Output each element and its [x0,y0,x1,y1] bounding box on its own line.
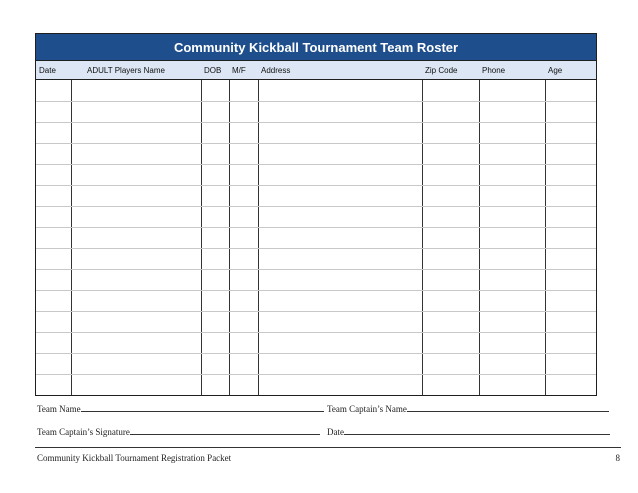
roster-cell[interactable] [479,206,545,227]
roster-cell[interactable] [36,185,71,206]
roster-cell[interactable] [201,227,229,248]
roster-cell[interactable] [201,269,229,290]
roster-cell[interactable] [422,353,479,374]
roster-cell[interactable] [479,122,545,143]
roster-cell[interactable] [201,332,229,353]
roster-cell[interactable] [36,290,71,311]
roster-cell[interactable] [36,248,71,269]
roster-cell[interactable] [36,353,71,374]
roster-cell[interactable] [229,374,258,395]
roster-cell[interactable] [545,248,596,269]
roster-cell[interactable] [479,143,545,164]
captain-name-label: Team Captain’s Name [327,404,407,414]
roster-cell[interactable] [229,164,258,185]
roster-cell[interactable] [422,311,479,332]
roster-cell[interactable] [229,353,258,374]
roster-cell[interactable] [479,290,545,311]
table-row [36,227,596,248]
table-row [36,206,596,227]
roster-cell[interactable] [422,206,479,227]
column-header-date: Date [39,65,56,75]
table-row [36,290,596,311]
roster-cell[interactable] [229,101,258,122]
roster-cell[interactable] [479,332,545,353]
roster-title: Community Kickball Tournament Team Roster [36,34,596,61]
roster-cell[interactable] [545,80,596,101]
roster-cell[interactable] [422,101,479,122]
roster-cell[interactable] [258,290,422,311]
roster-cell[interactable] [545,143,596,164]
roster-cell[interactable] [36,80,71,101]
roster-cell[interactable] [422,332,479,353]
roster-cell[interactable] [36,101,71,122]
roster-cell[interactable] [229,80,258,101]
roster-cell[interactable] [545,332,596,353]
roster-cell[interactable] [479,311,545,332]
roster-cell[interactable] [71,227,201,248]
roster-cell[interactable] [479,185,545,206]
roster-cell[interactable] [201,353,229,374]
roster-cell[interactable] [545,185,596,206]
table-row [36,80,596,101]
roster-cell[interactable] [545,290,596,311]
roster-cell[interactable] [71,374,201,395]
roster-cell[interactable] [36,332,71,353]
roster-cell[interactable] [201,143,229,164]
roster-cell[interactable] [229,122,258,143]
captain-signature-label: Team Captain’s Signature [37,427,130,437]
roster-cell[interactable] [201,311,229,332]
roster-cell[interactable] [36,122,71,143]
table-row [36,332,596,353]
roster-cell[interactable] [36,269,71,290]
roster-cell[interactable] [258,143,422,164]
table-row [36,374,596,395]
team-name-label: Team Name [37,404,81,414]
roster-cell[interactable] [36,164,71,185]
date-line[interactable] [344,426,610,435]
date-label: Date [327,427,344,437]
roster-cell[interactable] [36,374,71,395]
roster-cell[interactable] [201,206,229,227]
roster-header-row [36,61,596,80]
roster-cell[interactable] [479,227,545,248]
roster-cell[interactable] [479,353,545,374]
roster-cell[interactable] [545,164,596,185]
roster-cell[interactable] [71,122,201,143]
roster-cell[interactable] [479,80,545,101]
roster-cell[interactable] [258,332,422,353]
roster-cell[interactable] [71,206,201,227]
roster-cell[interactable] [258,101,422,122]
roster-cell[interactable] [479,248,545,269]
column-header-address: Address [261,65,291,75]
roster-cell[interactable] [422,269,479,290]
roster-cell[interactable] [258,206,422,227]
footer-divider [35,447,621,448]
roster-cell[interactable] [229,332,258,353]
roster-cell[interactable] [422,143,479,164]
roster-cell[interactable] [545,374,596,395]
captain-signature-field[interactable] [37,426,320,437]
captain-name-field[interactable] [327,403,609,414]
team-roster-table [35,33,597,396]
roster-cell[interactable] [71,185,201,206]
roster-cell[interactable] [71,248,201,269]
column-header-zip-code: Zip Code [425,65,458,75]
roster-cell[interactable] [201,290,229,311]
roster-cell[interactable] [258,353,422,374]
column-header-age: Age [548,65,563,75]
roster-cell[interactable] [422,290,479,311]
roster-cell[interactable] [201,101,229,122]
roster-cell[interactable] [229,227,258,248]
roster-cell[interactable] [479,164,545,185]
roster-cell[interactable] [201,185,229,206]
roster-cell[interactable] [258,164,422,185]
roster-cell[interactable] [201,80,229,101]
roster-cell[interactable] [479,101,545,122]
roster-cell[interactable] [71,332,201,353]
roster-cell[interactable] [545,353,596,374]
roster-cell[interactable] [479,269,545,290]
team-name-field[interactable] [37,403,324,414]
roster-cell[interactable] [71,143,201,164]
roster-cell[interactable] [71,101,201,122]
table-row [36,164,596,185]
table-row [36,248,596,269]
column-header-phone: Phone [482,65,506,75]
date-field[interactable] [327,426,610,437]
roster-cell[interactable] [422,122,479,143]
roster-cell[interactable] [258,185,422,206]
roster-cell[interactable] [36,311,71,332]
roster-cell[interactable] [71,164,201,185]
roster-grid [36,80,596,395]
roster-cell[interactable] [71,311,201,332]
roster-cell[interactable] [201,248,229,269]
roster-cell[interactable] [422,227,479,248]
roster-cell[interactable] [229,311,258,332]
table-row [36,311,596,332]
roster-cell[interactable] [71,80,201,101]
column-header-dob: DOB [204,65,222,75]
roster-cell[interactable] [545,122,596,143]
roster-cell[interactable] [71,290,201,311]
roster-cell[interactable] [229,206,258,227]
roster-cell[interactable] [229,290,258,311]
roster-cell[interactable] [422,80,479,101]
roster-cell[interactable] [545,311,596,332]
table-row [36,353,596,374]
roster-cell[interactable] [545,269,596,290]
roster-cell[interactable] [229,185,258,206]
roster-cell[interactable] [545,227,596,248]
roster-cell[interactable] [422,374,479,395]
packet-title: Community Kickball Tournament Registration Packet [37,453,232,463]
roster-cell[interactable] [479,374,545,395]
captain-name-line[interactable] [407,403,609,412]
roster-cell[interactable] [258,80,422,101]
roster-cell[interactable] [258,311,422,332]
roster-cell[interactable] [545,101,596,122]
roster-cell[interactable] [422,164,479,185]
roster-cell[interactable] [201,122,229,143]
roster-cell[interactable] [36,227,71,248]
roster-cell[interactable] [201,374,229,395]
table-row [36,101,596,122]
roster-cell[interactable] [71,353,201,374]
team-name-line[interactable] [81,403,324,412]
table-row [36,269,596,290]
table-row [36,122,596,143]
roster-cell[interactable] [229,143,258,164]
column-header-gender: M/F [232,65,246,75]
roster-cell[interactable] [229,269,258,290]
roster-cell[interactable] [258,227,422,248]
roster-cell[interactable] [422,185,479,206]
roster-cell[interactable] [258,248,422,269]
captain-signature-line[interactable] [130,426,320,435]
roster-cell[interactable] [201,164,229,185]
roster-cell[interactable] [229,248,258,269]
table-row [36,143,596,164]
table-row [36,185,596,206]
roster-cell[interactable] [36,206,71,227]
roster-cell[interactable] [258,122,422,143]
column-header-players-name: ADULT Players Name [87,65,165,75]
roster-cell[interactable] [258,269,422,290]
roster-cell[interactable] [258,374,422,395]
page-number: 8 [615,453,620,463]
roster-cell[interactable] [71,269,201,290]
roster-cell[interactable] [36,143,71,164]
roster-cell[interactable] [422,248,479,269]
roster-cell[interactable] [545,206,596,227]
